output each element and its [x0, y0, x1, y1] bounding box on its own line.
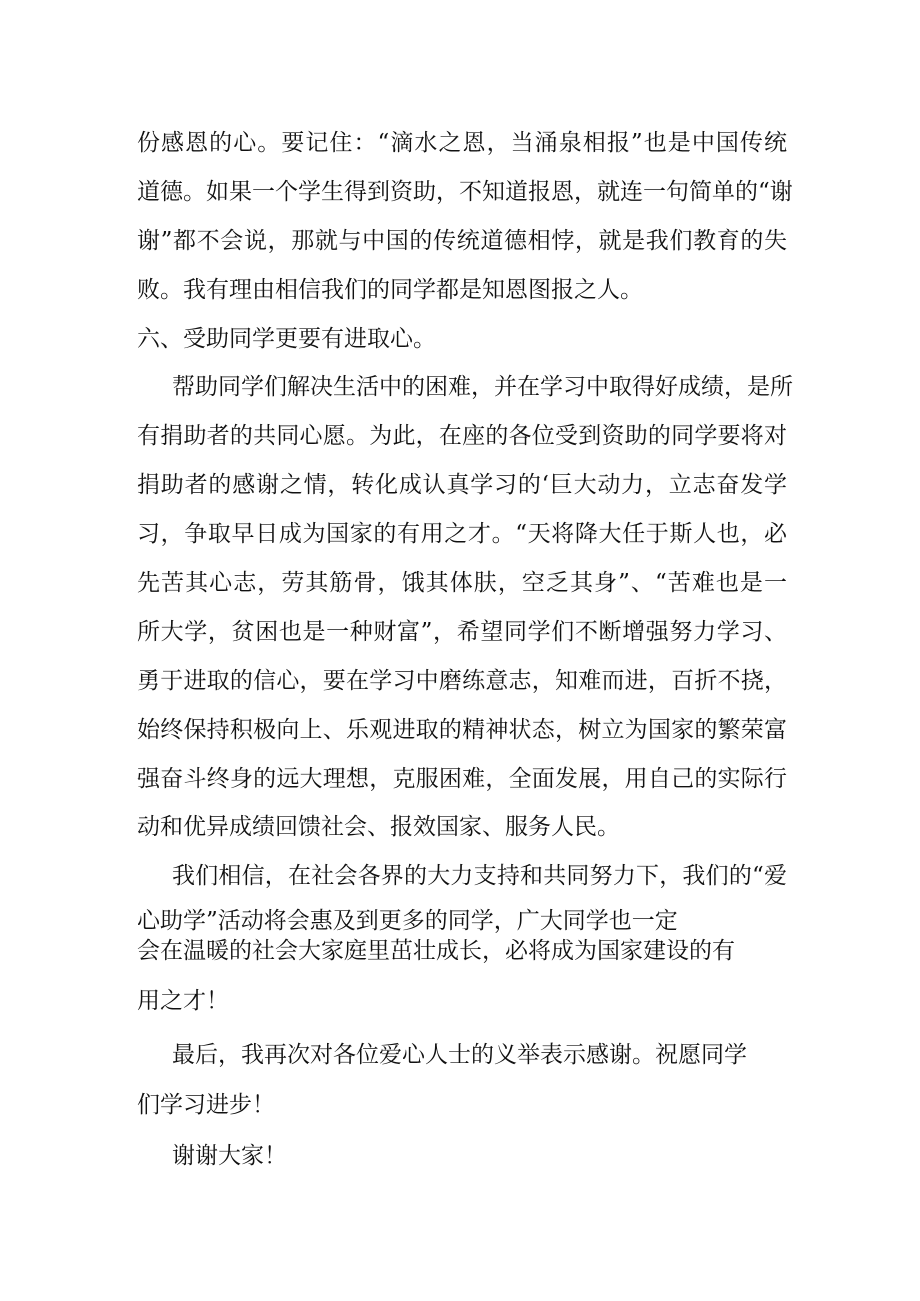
paragraph-line: 习，争取早日成为国家的有用之才。“天将降大任于斯人也，必 — [137, 521, 787, 547]
section-heading: 六、受助同学更要有进取心。 — [137, 326, 436, 352]
paragraph-line: 动和优异成绩回馈社会、报效国家、服务人民。 — [137, 814, 620, 840]
paragraph-line: 勇于进取的信心，要在学习中磨练意志，知难而进，百折不挠， — [137, 668, 787, 694]
paragraph-line: 最后，我再次对各位爱心人士的义举表示感谢。祝愿同学 — [172, 1042, 747, 1068]
paragraph-line: 心助学”活动将会惠及到更多的同学，广大同学也一定 — [137, 908, 678, 934]
paragraph-line: 我们相信，在社会各界的大力支持和共同努力下，我们的“爱 — [172, 863, 787, 889]
closing-line: 谢谢大家！ — [172, 1143, 287, 1169]
paragraph-line: 强奋斗终身的远大理想，克服困难，全面发展，用自己的实际行 — [137, 766, 787, 792]
paragraph-line: 捐助者的感谢之情，转化成认真学习的‘巨大动力，立志奋发学 — [137, 472, 787, 498]
paragraph-line: 先苦其心志，劳其筋骨，饿其体肤，空乏其身”、“苦难也是一 — [137, 570, 787, 596]
paragraph-line: 道德。如果一个学生得到资助，不知道报恩，就连一句简单的“谢 — [137, 179, 793, 205]
paragraph-line: 用之才！ — [137, 988, 229, 1014]
paragraph-line: 始终保持积极向上、乐观进取的精神状态，树立为国家的繁荣富 — [137, 717, 787, 743]
paragraph-line: 败。我有理由相信我们的同学都是知恩图报之人。 — [137, 277, 643, 303]
paragraph-line: 份感恩的心。要记住：“滴水之恩，当涌泉相报”也是中国传统 — [137, 130, 787, 156]
paragraph-line: 谢”都不会说，那就与中国的传统道德相悖，就是我们教育的失 — [137, 228, 787, 254]
paragraph-line: 会在温暖的社会大家庭里茁壮成长，必将成为国家建设的有 — [137, 938, 735, 964]
paragraph-line: 们学习进步！ — [137, 1092, 275, 1118]
paragraph-line: 所大学，贫困也是一种财富”，希望同学们不断增强努力学习、 — [137, 619, 787, 645]
paragraph-line: 有捐助者的共同心愿。为此，在座的各位受到资助的同学要将对 — [137, 423, 787, 449]
paragraph-line: 帮助同学们解决生活中的困难，并在学习中取得好成绩，是所 — [172, 374, 793, 400]
